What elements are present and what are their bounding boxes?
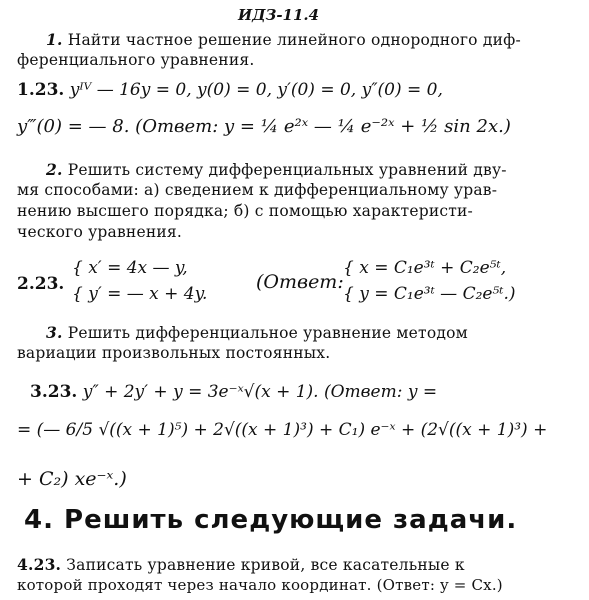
task3-equation-line1 (30, 382, 437, 402)
task2-answer-label: (Ответ: (256, 271, 344, 293)
task1-text-line2: ференциального уравнения. (17, 51, 255, 69)
task1-equation-text1: yᴵⱽ — 16y = 0, y(0) = 0, y′(0) = 0, y″(0) = 0, (69, 80, 443, 100)
task2-answer-line2: { y = C₁e³ᵗ — C₂e⁵ᵗ.) (343, 284, 516, 304)
task4-problem-number: 4.23. (17, 555, 62, 574)
task3-equation-line3: + C₂) xe⁻ˣ.) (17, 468, 127, 490)
task2-system-line2: { y′ = — x + 4y. (72, 284, 208, 304)
task1-equation-line1 (17, 80, 443, 100)
task1-problem-number: 1.23. (17, 80, 65, 100)
task2-text-line1 (46, 160, 507, 179)
task1-number: 1. (46, 30, 63, 49)
task3-number: 3. (46, 323, 63, 342)
task4-heading: 4. Решить следующие задачи. (24, 505, 518, 535)
task1-text-line1 (46, 30, 521, 49)
document-title: ИДЗ-11.4 (238, 6, 320, 24)
task2-text-line3: нению высшего порядка; б) с помощью характеристи- (17, 202, 473, 220)
task3-line1: Решить дифференциальное уравнение методом (67, 324, 468, 342)
task3-equation-line2: = (— 6/5 √((x + 1)⁵) + 2√((x + 1)³) + C₁) e⁻ˣ + (2√((x + 1)³) + (17, 420, 548, 440)
task2-line1: Решить систему дифференциальных уравнений дву- (67, 161, 507, 179)
task3-problem-number: 3.23. (30, 382, 78, 402)
task4-line1: Записать уравнение кривой, все касательные к (66, 556, 465, 574)
task4-text-line2: которой проходят через начало координат. (Ответ: y = Cx.) (17, 576, 503, 594)
task3-text-line2: вариации произвольных постоянных. (17, 344, 331, 362)
task2-answer-line1: { x = C₁e³ᵗ + C₂e⁵ᵗ, (343, 258, 507, 278)
task3-equation-text1: y″ + 2y′ + y = 3e⁻ˣ√(x + 1). (Ответ: y = (82, 382, 438, 402)
task2-text-line2: мя способами: а) сведением к дифференциальному урав- (17, 181, 498, 199)
task2-text-line4: ческого уравнения. (17, 223, 182, 241)
task2-system-line1: { x′ = 4x — y, (72, 258, 188, 278)
task2-number: 2. (46, 160, 63, 179)
task1-equation-line2: y‴(0) = — 8. (Ответ: y = ¼ e²ˣ — ¼ e⁻²ˣ + ½ sin 2x.) (17, 116, 511, 137)
task3-text-line1 (46, 323, 468, 342)
task1-line1: Найти частное решение линейного однородного диф- (67, 31, 521, 49)
task2-problem-number: 2.23. (17, 274, 65, 294)
task4-text-line1 (17, 555, 465, 574)
